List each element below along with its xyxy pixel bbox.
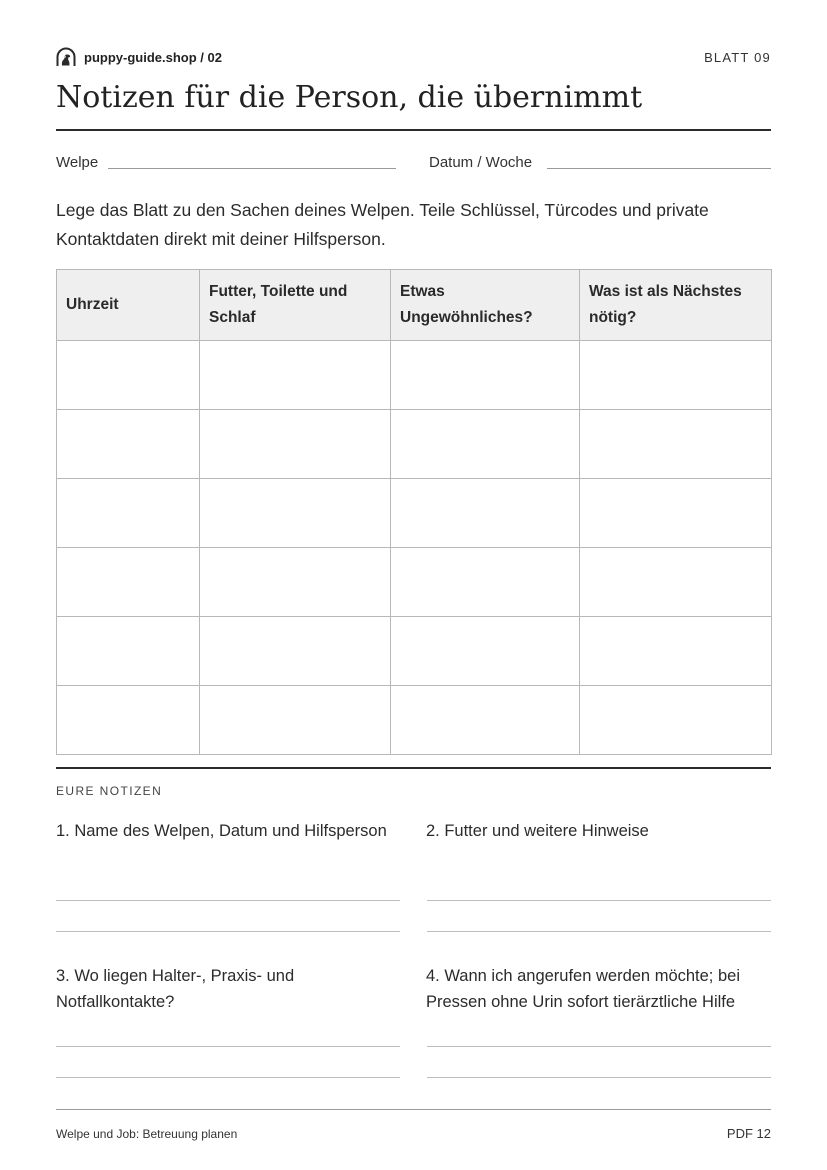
- writing-line[interactable]: [427, 1046, 771, 1047]
- brand: [56, 47, 222, 67]
- table-cell[interactable]: [57, 479, 200, 548]
- page-title: Notizen für die Person, die übernimmt: [56, 80, 643, 115]
- table-cell[interactable]: [200, 686, 391, 755]
- table-header-row: [57, 270, 772, 341]
- intro-text: Lege das Blatt zu den Sachen deines Welpen. Teile Schlüssel, Türcodes und private Kontaktdaten direkt mit deiner Hilfsperson.: [56, 200, 709, 249]
- notes-prompt: [426, 818, 771, 844]
- table-cell[interactable]: [391, 479, 580, 548]
- column-header: Futter, Toilette und Schlaf: [200, 270, 391, 341]
- care-log-table: [56, 269, 772, 755]
- table-cell[interactable]: [391, 341, 580, 410]
- prompt-text: 3. Wo liegen Halter-, Praxis- und Notfallkontakte?: [56, 967, 295, 1011]
- table-row: [57, 341, 772, 410]
- header-fields: [56, 154, 771, 174]
- table-cell[interactable]: [200, 479, 391, 548]
- table-cell[interactable]: [200, 548, 391, 617]
- writing-line[interactable]: [56, 900, 400, 901]
- table-cell[interactable]: [57, 548, 200, 617]
- table-cell[interactable]: [200, 410, 391, 479]
- writing-line[interactable]: [427, 1077, 771, 1078]
- writing-line[interactable]: [427, 900, 771, 901]
- table-cell[interactable]: [391, 548, 580, 617]
- table-row: [57, 410, 772, 479]
- table-cell[interactable]: [57, 410, 200, 479]
- notes-prompt: [56, 963, 401, 1015]
- table-cell[interactable]: [391, 686, 580, 755]
- writing-line[interactable]: [56, 1077, 400, 1078]
- table-cell[interactable]: [200, 341, 391, 410]
- table-row: [57, 617, 772, 686]
- column-header: Uhrzeit: [57, 270, 200, 341]
- page-number: PDF 12: [726, 1126, 771, 1141]
- puppy-field-label: Welpe: [56, 154, 99, 171]
- table-cell[interactable]: [391, 617, 580, 686]
- notes-divider: [56, 767, 771, 769]
- prompt-text: 2. Futter und weitere Hinweise: [426, 822, 649, 840]
- table-cell[interactable]: [580, 410, 772, 479]
- page-header: [56, 46, 771, 68]
- table-cell[interactable]: [57, 686, 200, 755]
- table-row: [57, 548, 772, 617]
- prompt-text: 4. Wann ich angerufen werden möchte; bei Pressen ohne Urin sofort tierärztliche Hilfe: [426, 967, 740, 1011]
- table-cell[interactable]: [57, 617, 200, 686]
- writing-line[interactable]: [427, 931, 771, 932]
- table-row: [57, 479, 772, 548]
- writing-line[interactable]: [56, 1046, 400, 1047]
- column-header: Was ist als Nächstes nötig?: [580, 270, 772, 341]
- table-cell[interactable]: [580, 341, 772, 410]
- prompt-text: 1. Name des Welpen, Datum und Hilfsperson: [56, 822, 387, 840]
- table-cell[interactable]: [200, 617, 391, 686]
- worksheet-page: [56, 0, 771, 1170]
- brand-text: puppy-guide.shop / 02: [84, 49, 222, 65]
- table-cell[interactable]: [580, 548, 772, 617]
- table-cell[interactable]: [57, 341, 200, 410]
- table-cell[interactable]: [580, 479, 772, 548]
- notes-prompt: [426, 963, 771, 1015]
- date-field-label: Datum / Woche: [429, 154, 533, 171]
- table-cell[interactable]: [391, 410, 580, 479]
- notes-prompt: [56, 818, 401, 844]
- footer-title: Welpe und Job: Betreuung planen: [56, 1127, 238, 1141]
- table-cell[interactable]: [580, 686, 772, 755]
- date-field-line[interactable]: [547, 168, 771, 169]
- dog-icon: [56, 47, 76, 67]
- writing-line[interactable]: [56, 931, 400, 932]
- notes-heading: EURE NOTIZEN: [56, 784, 163, 798]
- footer-divider: [56, 1109, 771, 1110]
- sheet-number: BLATT 09: [704, 49, 771, 65]
- puppy-field-line[interactable]: [108, 168, 396, 169]
- title-divider: [56, 129, 771, 131]
- table-cell[interactable]: [580, 617, 772, 686]
- table-row: [57, 686, 772, 755]
- column-header: Etwas Ungewöhnliches?: [391, 270, 580, 341]
